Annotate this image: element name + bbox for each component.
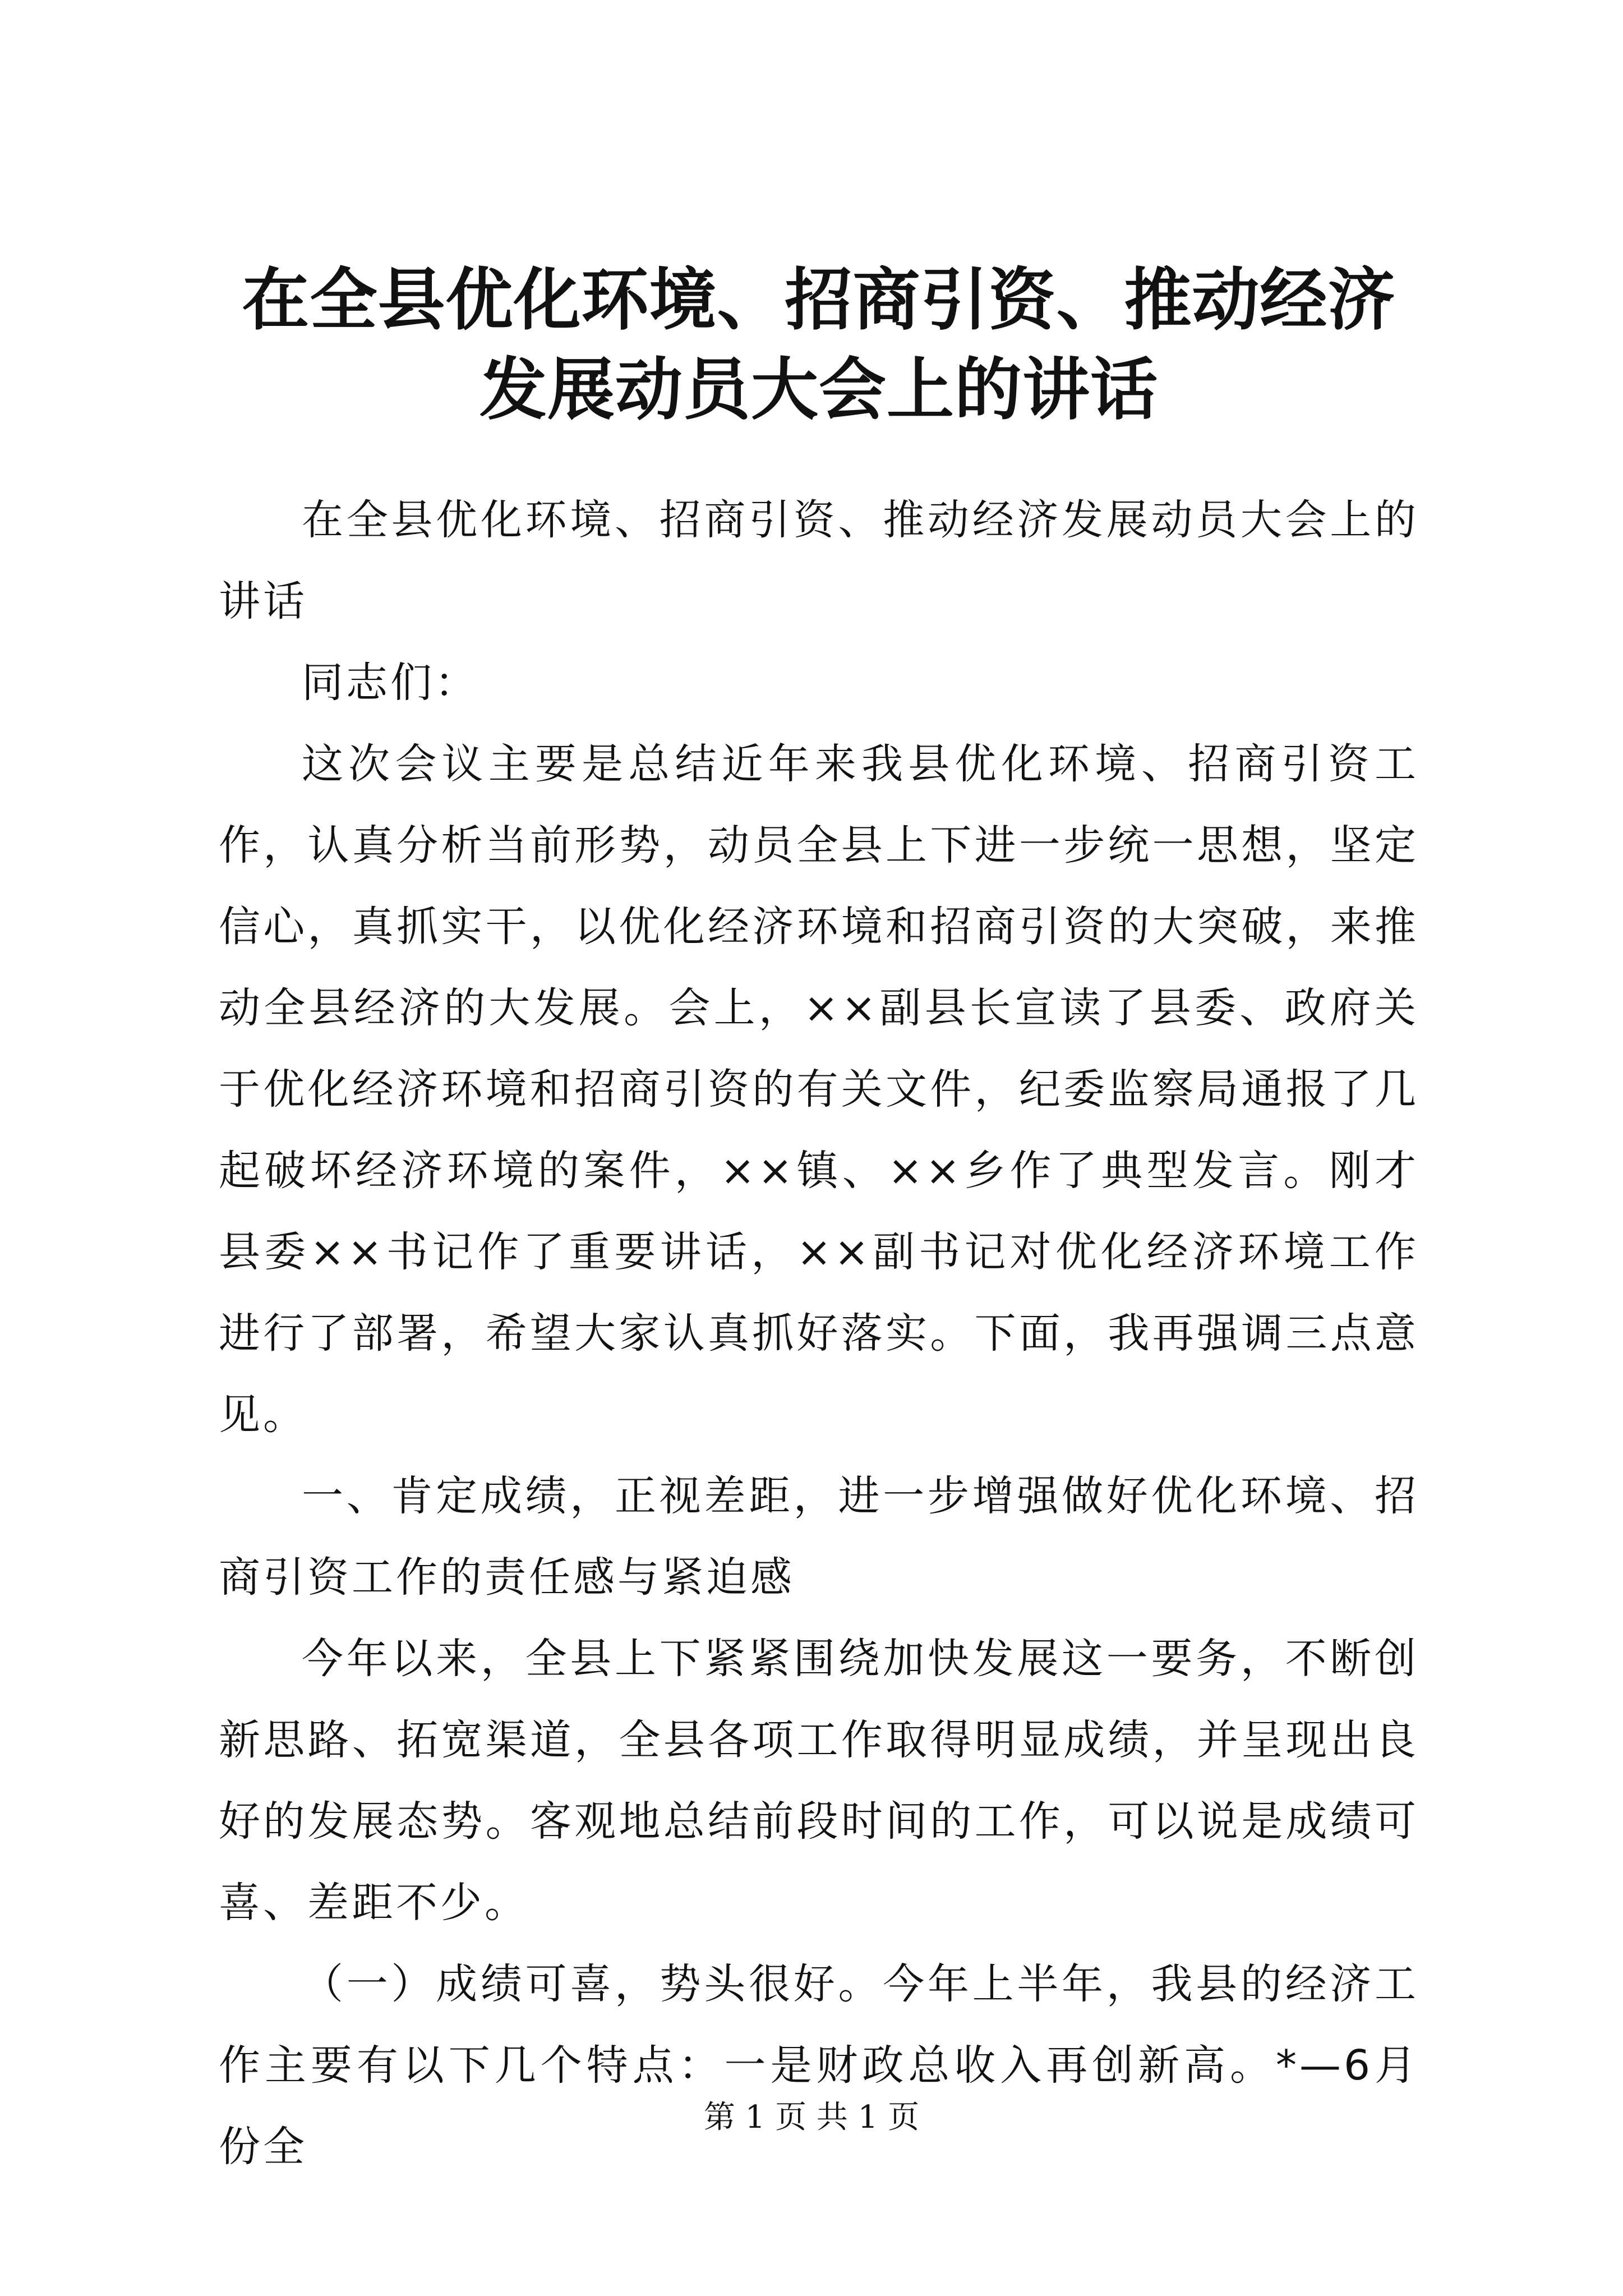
body-paragraph: 这次会议主要是总结近年来我县优化环境、招商引资工作，认真分析当前形势，动员全县上下进一步统一思想，坚定信心，真抓实干，以优化经济环境和招商引资的大突破，来推动全县经济的大发展。会上，××副县长宣读了县委、政府关于优化经济环境和招商引资的有关文件，纪委监察局通报了几起破坏经济环境的案件，××镇、××乡作了典型发言。刚才县委××书记作了重要讲话，××副书记对优化经济环境工作进行了部署，希望大家认真抓好落实。下面，我再强调三点意见。 <box>219 740 1419 1439</box>
body-paragraph: 今年以来，全县上下紧紧围绕加快发展这一要务，不断创新思路、拓宽渠道，全县各项工作取得明显成绩，并呈现出良好的发展态势。客观地总结前段时间的工作，可以说是成绩可喜、差距不少。 <box>219 1635 1419 1927</box>
document-body <box>219 480 1419 2188</box>
document-title: 在全县优化环境、招商引资、推动经济发展动员大会上的讲话 <box>242 260 1396 429</box>
salutation: 同志们： <box>302 659 479 707</box>
body-paragraph: （一）成绩可喜，势头很好。今年上半年，我县的经济工作主要有以下几个特点：一是财政总收入再创新高。*—6月份全 <box>219 1960 1419 2171</box>
page-footer: 第 1 页 共 1 页 <box>703 2099 920 2136</box>
body-paragraph: 在全县优化环境、招商引资、推动经济发展动员大会上的讲话 <box>219 496 1419 625</box>
section-heading: 一、肯定成绩，正视差距，进一步增强做好优化环境、招商引资工作的责任感与紧迫感 <box>219 1472 1419 1602</box>
